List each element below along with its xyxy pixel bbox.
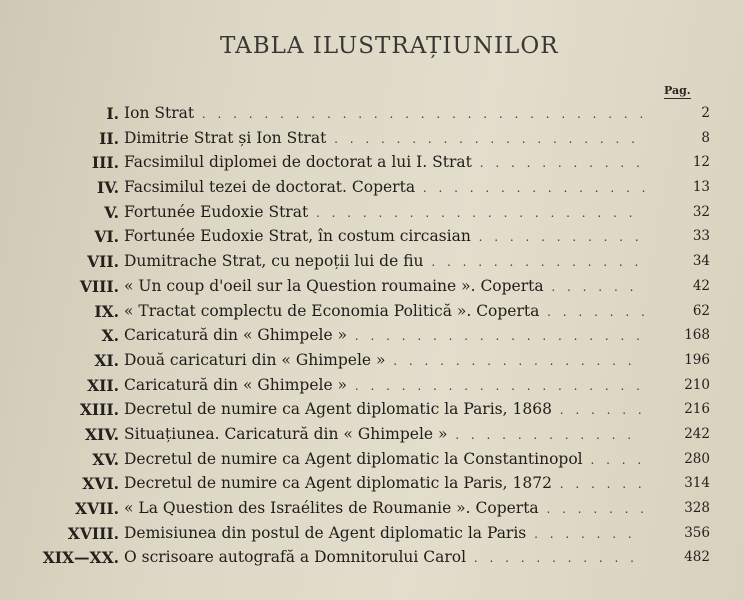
entry-title: Situațiunea. Caricatură din « Ghimpele »	[124, 424, 448, 443]
list-item	[0, 178, 744, 203]
dot-leader: . . . . . . .	[539, 304, 649, 319]
entry-page-number: 33	[692, 228, 710, 245]
list-item	[0, 203, 744, 228]
entry-page-number: 280	[684, 450, 710, 467]
entry-page-number: 42	[692, 277, 710, 294]
entry-number: II.	[99, 128, 119, 148]
entry-label	[124, 351, 636, 369]
entry-title: Dumitrache Strat, cu nepoții lui de fiu	[124, 252, 424, 271]
entry-label	[124, 178, 650, 196]
entry-number: VI.	[94, 227, 119, 247]
entry-title: Caricatură din « Ghimpele »	[124, 375, 348, 394]
entry-page-number: 12	[692, 154, 710, 171]
entry-label	[124, 302, 649, 320]
entry-number: XIII.	[79, 400, 119, 420]
entry-title: Demisiunea din postul de Agent diplomatic la Paris	[124, 523, 527, 542]
entry-label	[124, 524, 636, 542]
entry-label	[124, 548, 638, 566]
entry-page-number: 314	[684, 475, 710, 492]
entry-title: Decretul de numire ca Agent diplomatic la Paris, 1868	[124, 400, 552, 419]
entry-title: Decretul de numire ca Agent diplomatic la Constantinopol	[124, 449, 583, 468]
entry-number: XI.	[94, 350, 119, 370]
entry-label	[124, 203, 636, 221]
entry-label	[124, 499, 648, 517]
entry-label	[124, 227, 643, 245]
entry-label	[124, 104, 647, 122]
list-item	[0, 474, 744, 499]
entry-title: Caricatură din « Ghimpele »	[124, 326, 348, 345]
entry-number: XVI.	[82, 474, 119, 494]
entry-label	[124, 129, 639, 147]
dot-leader: . . . .	[582, 452, 646, 467]
entry-title: Fortunée Eudoxie Strat	[124, 202, 309, 221]
entry-title: « Un coup d'oeil sur la Question roumaine ». Coperta	[124, 276, 544, 295]
entry-page-number: 32	[692, 203, 710, 220]
entry-title: Dimitrie Strat și Ion Strat	[124, 128, 327, 147]
entry-number: VII.	[87, 252, 119, 272]
entry-title: « Tractat complectu de Economia Politică ». Coperta	[124, 301, 540, 320]
dot-leader: . . . . . .	[543, 279, 638, 294]
entry-number: XVII.	[75, 499, 119, 518]
list-item	[0, 153, 744, 178]
entry-number: VIII.	[79, 276, 119, 296]
entry-page-number: 34	[692, 253, 710, 270]
entry-number: IX.	[94, 301, 119, 321]
page-title: TABLA ILUSTRAȚIUNILOR	[220, 33, 559, 59]
entry-label	[124, 425, 635, 443]
entry-label	[124, 400, 646, 418]
dot-leader: . . . . . . . . . . .	[466, 551, 638, 566]
dot-leader: . . . . . . .	[526, 526, 636, 541]
list-item	[0, 252, 744, 277]
entry-number: V.	[104, 202, 119, 222]
entry-page-number: 328	[684, 500, 710, 516]
entry-number: X.	[101, 326, 119, 346]
entry-number: XVIII.	[67, 523, 119, 543]
entry-label	[124, 474, 646, 492]
entry-title: « La Question des Israélites de Roumanie ». Coperta	[124, 499, 539, 517]
illustrations-list	[0, 104, 744, 573]
entry-number: IV.	[97, 178, 119, 198]
dot-leader: . . . . . .	[551, 403, 646, 418]
entry-page-number: 2	[701, 105, 710, 121]
list-item	[0, 425, 744, 450]
entry-number: I.	[106, 104, 119, 123]
list-item	[0, 548, 744, 573]
entry-label	[124, 277, 637, 295]
entry-page-number: 13	[692, 179, 710, 196]
entry-label	[124, 376, 644, 394]
entry-label	[124, 153, 644, 171]
entry-title: Decretul de numire ca Agent diplomatic la Paris, 1872	[124, 474, 552, 493]
entry-page-number: 210	[684, 376, 710, 393]
entry-page-number: 356	[684, 524, 710, 541]
dot-leader: . . . . . . . . . . . . . . . . . . .	[347, 378, 644, 393]
list-item	[0, 524, 744, 549]
dot-leader: . . . . . . . . . . .	[471, 156, 644, 171]
list-item	[0, 326, 744, 351]
list-item	[0, 277, 744, 302]
dot-leader: . . . . . . . . . . . .	[447, 427, 636, 442]
dot-leader: . . . . . . . . . . . . . . . . . . .	[347, 329, 644, 344]
dot-leader: . . . . . . . . . . .	[470, 230, 643, 245]
entry-label	[124, 450, 645, 468]
list-item	[0, 129, 744, 154]
entry-label	[124, 326, 644, 344]
entry-page-number: 242	[684, 425, 710, 442]
list-item	[0, 302, 744, 327]
entry-number: XIX—XX.	[42, 548, 119, 568]
dot-leader: . . . . . . . . . . . . . . . .	[385, 353, 636, 368]
entry-page-number: 482	[684, 549, 710, 566]
entry-title: Facsimilul diplomei de doctorat a lui I. Strat	[124, 153, 472, 172]
entry-number: XII.	[87, 375, 119, 395]
dot-leader: . . . . . . . . . . . . . . . . . . . . . . . . . . . . .	[194, 107, 648, 121]
list-item	[0, 351, 744, 376]
list-item	[0, 376, 744, 401]
entry-page-number: 216	[684, 401, 710, 418]
dot-leader: . . . . . . . . . . . . . . . . . . . . .	[308, 205, 637, 220]
entry-label	[124, 252, 642, 270]
list-item	[0, 400, 744, 425]
page-column-header: Pag.	[664, 84, 691, 97]
list-item	[0, 104, 744, 129]
entry-number: XV.	[92, 449, 119, 469]
entry-title: Facsimilul tezei de doctorat. Coperta	[124, 178, 416, 197]
dot-leader: . . . . . . . . . . . . . . . . . . . .	[326, 131, 639, 146]
entry-page-number: 8	[701, 129, 710, 146]
entry-page-number: 168	[684, 327, 710, 344]
entry-title: O scrisoare autografă a Domnitorului Carol	[124, 548, 467, 567]
entry-title: Fortunée Eudoxie Strat, în costum circasian	[124, 227, 471, 246]
dot-leader: . . . . . . . . . . . . . .	[423, 255, 643, 270]
entry-title: Două caricaturi din « Ghimpele »	[124, 350, 386, 369]
entry-page-number: 196	[684, 351, 710, 368]
entry-number: III.	[91, 153, 119, 173]
list-item	[0, 450, 744, 475]
dot-leader: . . . . . . . . . . . . . . .	[415, 181, 650, 196]
entry-page-number: 62	[692, 302, 710, 319]
entry-number: XIV.	[85, 424, 119, 444]
dot-leader: . . . . . .	[551, 477, 646, 492]
dot-leader: . . . . . . .	[538, 502, 649, 516]
entry-title: Ion Strat	[124, 104, 195, 122]
list-item	[0, 227, 744, 252]
list-item	[0, 499, 744, 524]
